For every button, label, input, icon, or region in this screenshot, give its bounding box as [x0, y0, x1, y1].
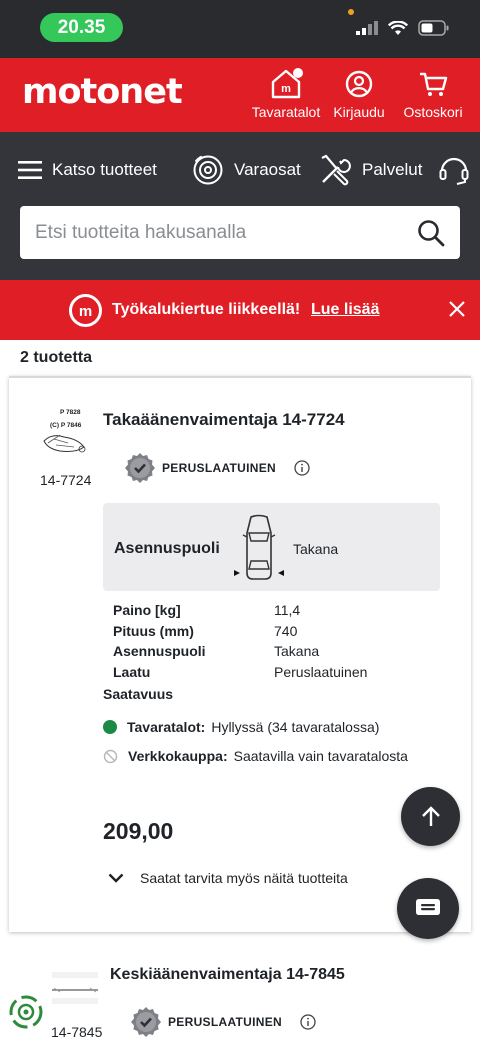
close-icon[interactable] — [448, 300, 466, 318]
store-availability-value: Hyllyssä (34 tavaratalossa) — [211, 719, 380, 735]
spec-key: Paino [kg] — [113, 602, 181, 618]
spec-key: Pituus (mm) — [113, 622, 194, 639]
product-price: 209,00 — [103, 818, 174, 844]
status-icons — [356, 20, 450, 36]
quality-badge — [124, 452, 310, 484]
services-button[interactable] — [318, 150, 422, 190]
spec-row-mounting-side — [113, 643, 413, 664]
spec-value: 11,4 — [274, 602, 301, 618]
cart-button[interactable] — [400, 68, 466, 120]
spec-key: Laatu — [113, 663, 151, 680]
mounting-side-value: Takana — [293, 541, 339, 557]
product-title[interactable]: Takaäänenvaimentaja 14-7724 — [103, 410, 345, 429]
in-stock-dot — [103, 720, 117, 734]
headset-icon — [438, 153, 470, 187]
online-availability — [103, 748, 408, 764]
online-availability-key: Verkkokauppa: — [128, 748, 228, 764]
thumbnail-label-1: P 7828 — [60, 409, 81, 416]
browse-products-button[interactable] — [18, 150, 157, 190]
results-count: 2 tuotetta — [20, 349, 92, 366]
unavailable-icon — [103, 749, 118, 764]
quality-label: PERUSLAATUINEN — [168, 1015, 282, 1029]
cart-icon — [418, 70, 448, 98]
quality-badge — [130, 1006, 316, 1038]
spare-parts-label: Varaosat — [234, 160, 301, 179]
mounting-side-box — [103, 503, 440, 591]
stores-button[interactable] — [248, 68, 324, 120]
brake-disc-icon — [192, 154, 224, 186]
promo-banner — [0, 280, 480, 340]
status-bar — [0, 0, 480, 58]
spec-list — [113, 602, 413, 684]
cart-label: Ostoskori — [403, 104, 463, 120]
store-icon — [269, 68, 303, 100]
quality-label: PERUSLAATUINEN — [162, 461, 276, 475]
mounting-side-label: Asennuspuoli — [114, 540, 220, 557]
related-products-label: Saatat tarvita myös näitä tuotteita — [140, 870, 348, 886]
menu-icon — [18, 160, 42, 180]
info-icon[interactable] — [300, 1014, 316, 1030]
battery-icon — [418, 20, 450, 36]
chevron-down-icon — [108, 873, 124, 883]
chat-icon — [414, 897, 442, 921]
login-button[interactable] — [330, 68, 388, 120]
user-icon — [345, 70, 373, 98]
store-availability[interactable] — [103, 719, 379, 735]
online-availability-value: Saatavilla vain tavaratalosta — [233, 748, 408, 764]
spec-value: Takana — [274, 643, 320, 659]
promo-text: Työkalukiertue liikkeellä! — [112, 301, 301, 318]
status-time: 20.35 — [40, 13, 123, 42]
spec-value: 740 — [274, 622, 298, 639]
product-title[interactable]: Keskiäänenvaimentaja 14-7845 — [110, 966, 345, 983]
spare-parts-button[interactable] — [192, 150, 301, 190]
customer-support-button[interactable] — [438, 150, 470, 190]
chat-button[interactable] — [397, 878, 459, 939]
store-availability-key: Tavaratalot: — [127, 719, 206, 735]
product-thumbnail[interactable] — [50, 970, 100, 1006]
product-sku: 14-7845 — [51, 1024, 103, 1039]
thumbnail-label-2: (C) P 7846 — [50, 422, 82, 429]
product-thumbnail[interactable] — [38, 405, 94, 457]
tools-icon — [318, 153, 352, 187]
store-icon-letter: m — [281, 83, 291, 95]
promo-logo-letter: m — [78, 303, 93, 320]
main-nav — [0, 132, 480, 280]
search-field[interactable] — [20, 206, 460, 259]
stores-label: Tavaratalot — [251, 104, 321, 120]
motonet-logo[interactable]: motonet — [22, 72, 182, 112]
scroll-to-top-button[interactable] — [401, 787, 460, 846]
quality-seal-icon — [130, 1006, 162, 1038]
info-icon[interactable] — [294, 460, 310, 476]
search-icon[interactable] — [416, 218, 446, 248]
spec-row-quality — [113, 664, 413, 685]
promo-read-more-link[interactable]: Lue lisää — [311, 301, 380, 318]
signal-icon — [356, 21, 378, 35]
spec-row-weight — [113, 602, 413, 623]
motonet-m-icon — [69, 294, 102, 327]
eco-recycle-icon — [8, 994, 44, 1030]
services-label: Palvelut — [362, 160, 423, 179]
browse-products-label: Katso tuotteet — [52, 160, 157, 179]
site-header — [0, 58, 480, 132]
search-input[interactable]: Etsi tuotteita hakusanalla — [35, 222, 247, 243]
availability-title: Saatavuus — [103, 686, 174, 702]
quality-seal-icon — [124, 452, 156, 484]
car-rear-position-icon — [233, 513, 285, 581]
login-label: Kirjaudu — [333, 104, 385, 120]
wifi-icon — [388, 21, 408, 36]
product-sku: 14-7724 — [40, 472, 92, 488]
related-products-toggle[interactable] — [108, 870, 348, 886]
spec-key: Asennuspuoli — [113, 643, 206, 659]
spec-row-length — [113, 623, 413, 644]
spec-value: Peruslaatuinen — [274, 663, 368, 680]
privacy-indicator — [348, 9, 354, 15]
arrow-up-icon — [420, 806, 442, 828]
